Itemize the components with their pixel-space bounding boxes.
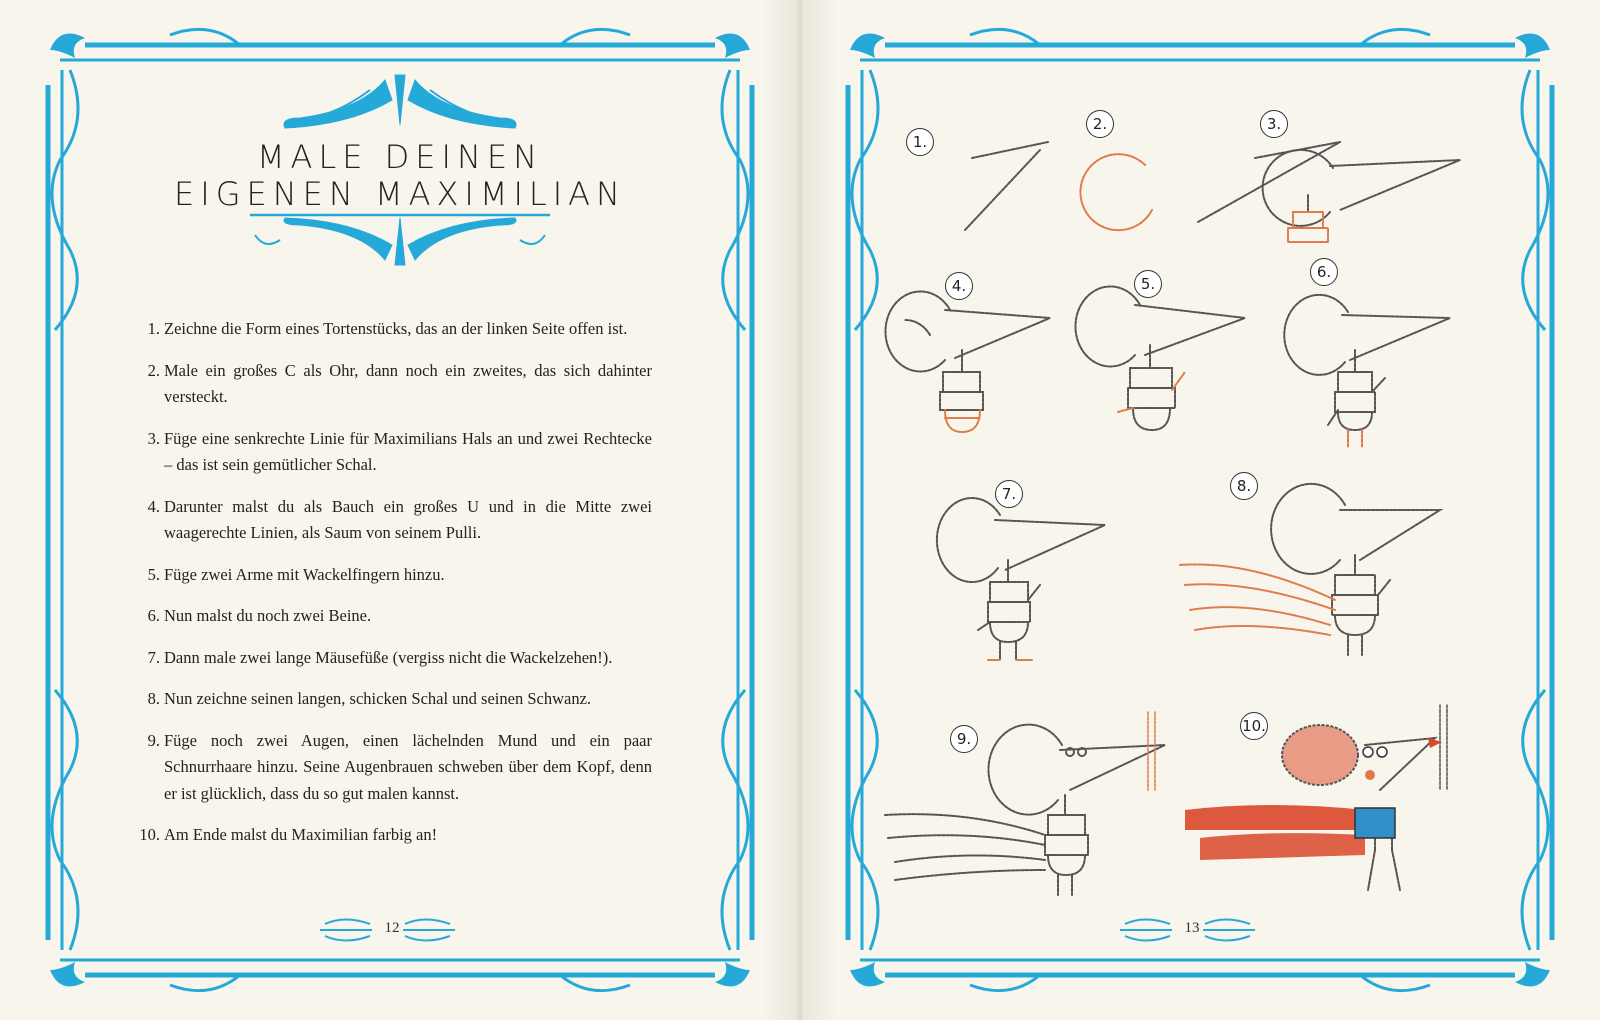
step-label-10: 10. <box>1240 712 1268 740</box>
step-text: Zeichne die Form eines Tortenstücks, das an der linken Seite offen ist. <box>164 319 628 338</box>
list-item <box>140 822 652 849</box>
drawing-step-10 <box>1365 705 1447 890</box>
instruction-list <box>140 316 652 864</box>
drawing-step-10-color <box>1185 725 1442 860</box>
list-item <box>140 686 652 713</box>
step-number: 3. <box>147 428 160 448</box>
step-label-3: 3. <box>1260 110 1288 138</box>
step-number: 4. <box>147 496 160 516</box>
step-label-9: 9. <box>950 725 978 753</box>
step-text: Dann male zwei lange Mäusefüße (vergiss nicht die Wackelzehen!). <box>164 647 613 667</box>
step-label-6: 6. <box>1310 258 1338 286</box>
drawing-step-4 <box>885 291 1050 432</box>
step-label-8: 8. <box>1230 472 1258 500</box>
drawing-step-1 <box>965 142 1048 230</box>
list-item <box>140 728 652 808</box>
step-text: Füge noch zwei Augen, einen lächelnden Mund und ein paar Schnurrhaare hinzu. Seine Augenbrauen schweben über dem Kopf, denn er ist glücklich, dass du so gut malen kannst. <box>164 730 652 803</box>
step-label-7: 7. <box>995 480 1023 508</box>
list-item <box>140 494 652 547</box>
step-text: Füge eine senkrechte Linie für Maximilians Hals an und zwei Rechtecke – das ist sein gemütlicher Schal. <box>164 428 652 474</box>
list-item <box>140 562 652 589</box>
page-number-left: 12 <box>384 920 400 936</box>
page-title-line-2: EIGENEN MAXIMILIAN <box>174 175 626 213</box>
list-item <box>140 316 652 343</box>
step-text: Darunter malst du als Bauch ein großes U und in die Mitte zwei waagerechte Linien, als Saum von seinem Pulli. <box>164 496 652 542</box>
step-text: Male ein großes C als Ohr, dann noch ein zweites, das sich dahinter versteckt. <box>164 360 652 406</box>
drawing-step-2 <box>1080 142 1340 230</box>
step-label-1: 1. <box>906 128 934 156</box>
step-number: 2. <box>147 360 160 380</box>
drawing-step-5 <box>1075 286 1245 430</box>
drawing-step-6 <box>1284 295 1450 448</box>
list-item <box>140 426 652 479</box>
list-item <box>140 358 652 411</box>
step-number: 6. <box>147 606 160 625</box>
drawing-step-3 <box>1263 150 1460 242</box>
step-label-2: 2. <box>1086 110 1114 138</box>
drawing-step-8 <box>1180 484 1440 655</box>
page-title-line-1: MALE DEINEN <box>256 138 544 176</box>
step-text: Nun zeichne seinen langen, schicken Schal und seinen Schwanz. <box>164 689 592 708</box>
step-number: 1. <box>147 319 160 338</box>
step-label-5: 5. <box>1134 270 1162 298</box>
drawing-step-9 <box>885 712 1165 895</box>
step-number: 5. <box>147 564 160 584</box>
step-label-4: 4. <box>945 272 973 300</box>
right-page <box>800 0 1600 1020</box>
drawing-step-7 <box>937 498 1105 660</box>
list-item <box>140 645 652 672</box>
step-text: Füge zwei Arme mit Wackelfingern hinzu. <box>164 564 445 584</box>
step-text: Nun malst du noch zwei Beine. <box>164 606 372 625</box>
step-text: Am Ende malst du Maximilian farbig an! <box>164 825 438 844</box>
list-item <box>140 603 652 630</box>
page-number-right: 13 <box>1184 920 1200 936</box>
step-number: 10. <box>139 825 160 844</box>
step-number: 7. <box>147 647 160 667</box>
step-number: 9. <box>147 730 160 750</box>
step-number: 8. <box>147 689 160 708</box>
book-gutter <box>762 0 838 1020</box>
